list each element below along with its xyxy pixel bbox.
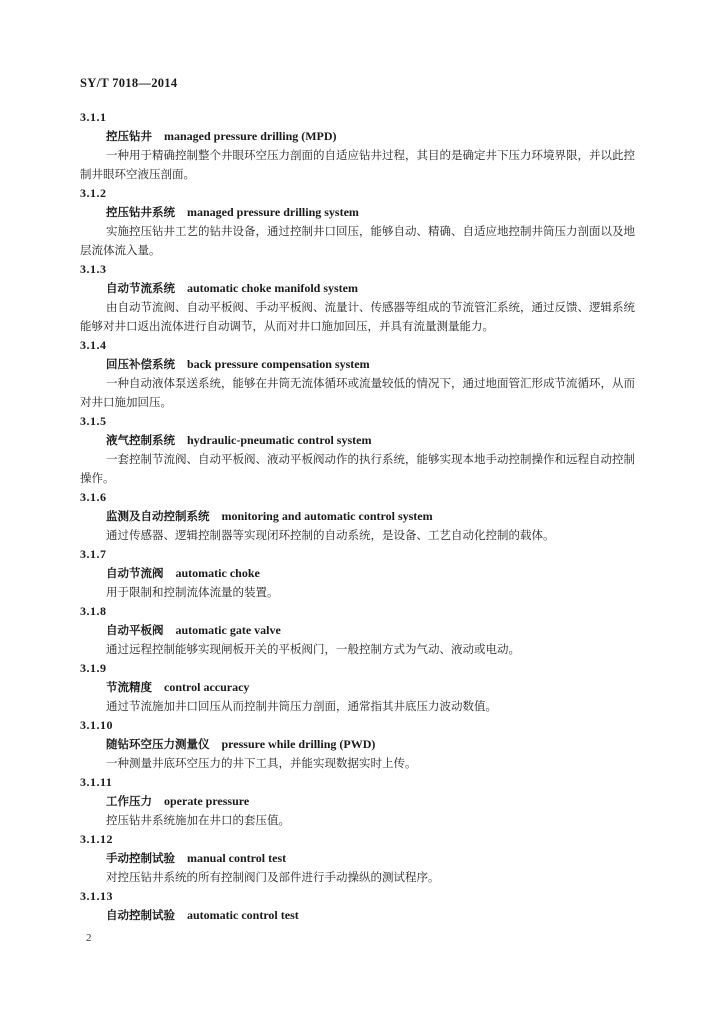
term-heading: [106, 431, 642, 450]
term-entry: [80, 260, 642, 336]
terms-list: [80, 108, 642, 925]
term-chinese: 回压补偿系统: [106, 357, 175, 371]
term-entry: [80, 773, 642, 830]
term-entry: [80, 887, 642, 925]
term-english: back pressure compensation system: [187, 357, 370, 371]
term-definition: 通过节流施加井口回压从而控制井筒压力剖面，通常指其井底压力波动数值。: [106, 699, 497, 713]
term-chinese: 控压钻井系统: [106, 205, 175, 219]
term-heading: [106, 735, 642, 754]
clause-number: 3.1.6: [80, 490, 107, 504]
term-definition: 用于限制和控制流体流量的装置。: [106, 585, 279, 599]
term-definition: 一种用于精确控制整个井眼环空压力剖面的自适应钻井过程，其目的是确定井下压力环境界限，并以此控制井眼环空液压剖面。: [80, 148, 635, 181]
term-heading: [106, 355, 642, 374]
term-entry: [80, 716, 642, 773]
clause-number: 3.1.3: [80, 262, 107, 276]
term-entry: [80, 108, 642, 184]
term-english: automatic gate valve: [175, 623, 281, 637]
term-definition: 一种测量井底环空压力的井下工具，并能实现数据实时上传。: [106, 756, 417, 770]
term-english: control accuracy: [164, 680, 250, 694]
term-definition: 一种自动液体泵送系统，能够在井筒无流体循环或流量较低的情况下，通过地面管汇形成节流循环，从而对井口施加回压。: [80, 376, 635, 409]
term-english: operate pressure: [164, 794, 250, 808]
clause-number: 3.1.11: [80, 775, 113, 789]
term-heading: [106, 678, 642, 697]
term-entry: [80, 336, 642, 412]
term-english: automatic choke: [175, 566, 260, 580]
clause-number: 3.1.10: [80, 718, 113, 732]
clause-number: 3.1.12: [80, 832, 113, 846]
term-heading: [106, 792, 642, 811]
term-chinese: 随钻环空压力测量仪: [106, 737, 210, 751]
term-entry: [80, 830, 642, 887]
term-definition: 实施控压钻井工艺的钻井设备，通过控制井口回压，能够自动、精确、自适应地控制井筒压力剖面以及地层流体流入量。: [80, 224, 635, 257]
clause-number: 3.1.5: [80, 414, 107, 428]
clause-number: 3.1.7: [80, 547, 107, 561]
term-english: manual control test: [187, 851, 287, 865]
term-entry: [80, 488, 642, 545]
term-english: hydraulic-pneumatic control system: [187, 433, 372, 447]
clause-number: 3.1.8: [80, 604, 107, 618]
clause-number: 3.1.4: [80, 338, 107, 352]
term-definition: 一套控制节流阀、自动平板阀、液动平板阀动作的执行系统，能够实现本地手动控制操作和远程自动控制操作。: [80, 452, 635, 485]
term-chinese: 监测及自动控制系统: [106, 509, 210, 523]
term-entry: [80, 659, 642, 716]
term-chinese: 自动平板阀: [106, 623, 164, 637]
term-chinese: 手动控制试验: [106, 851, 175, 865]
term-heading: [106, 507, 642, 526]
page-number: 2: [86, 932, 92, 944]
term-chinese: 工作压力: [106, 794, 152, 808]
term-chinese: 自动节流阀: [106, 566, 164, 580]
term-definition: 由自动节流阀、自动平板阀、手动平板阀、流量计、传感器等组成的节流管汇系统，通过反馈、逻辑系统能够对井口返出流体进行自动调节，从而对井口施加回压，并具有流量测量能力。: [80, 300, 635, 333]
term-entry: [80, 412, 642, 488]
term-heading: [106, 203, 642, 222]
term-english: managed pressure drilling (MPD): [164, 129, 337, 143]
term-entry: [80, 545, 642, 602]
term-english: automatic control test: [187, 908, 299, 922]
clause-number: 3.1.9: [80, 661, 107, 675]
term-chinese: 液气控制系统: [106, 433, 175, 447]
term-chinese: 控压钻井: [106, 129, 152, 143]
clause-number: 3.1.1: [80, 110, 107, 124]
term-definition: 通过传感器、逻辑控制器等实现闭环控制的自动系统，是设备、工艺自动化控制的载体。: [106, 528, 555, 542]
clause-number: 3.1.13: [80, 889, 113, 903]
term-heading: [106, 906, 642, 925]
term-heading: [106, 564, 642, 583]
term-entry: [80, 184, 642, 260]
document-header: SY/T 7018—2014: [80, 76, 178, 90]
term-entry: [80, 602, 642, 659]
term-english: pressure while drilling (PWD): [221, 737, 376, 751]
term-chinese: 节流精度: [106, 680, 152, 694]
term-english: managed pressure drilling system: [187, 205, 359, 219]
term-chinese: 自动节流系统: [106, 281, 175, 295]
term-heading: [106, 127, 642, 146]
term-heading: [106, 849, 642, 868]
term-english: automatic choke manifold system: [187, 281, 358, 295]
clause-number: 3.1.2: [80, 186, 107, 200]
term-definition: 对控压钻井系统的所有控制阀门及部件进行手动操纵的测试程序。: [106, 870, 440, 884]
term-english: monitoring and automatic control system: [221, 509, 433, 523]
term-definition: 控压钻井系统施加在井口的套压值。: [106, 813, 290, 827]
term-definition: 通过远程控制能够实现闸板开关的平板阀门，一般控制方式为气动、液动或电动。: [106, 642, 520, 656]
term-chinese: 自动控制试验: [106, 908, 175, 922]
term-heading: [106, 621, 642, 640]
term-heading: [106, 279, 642, 298]
